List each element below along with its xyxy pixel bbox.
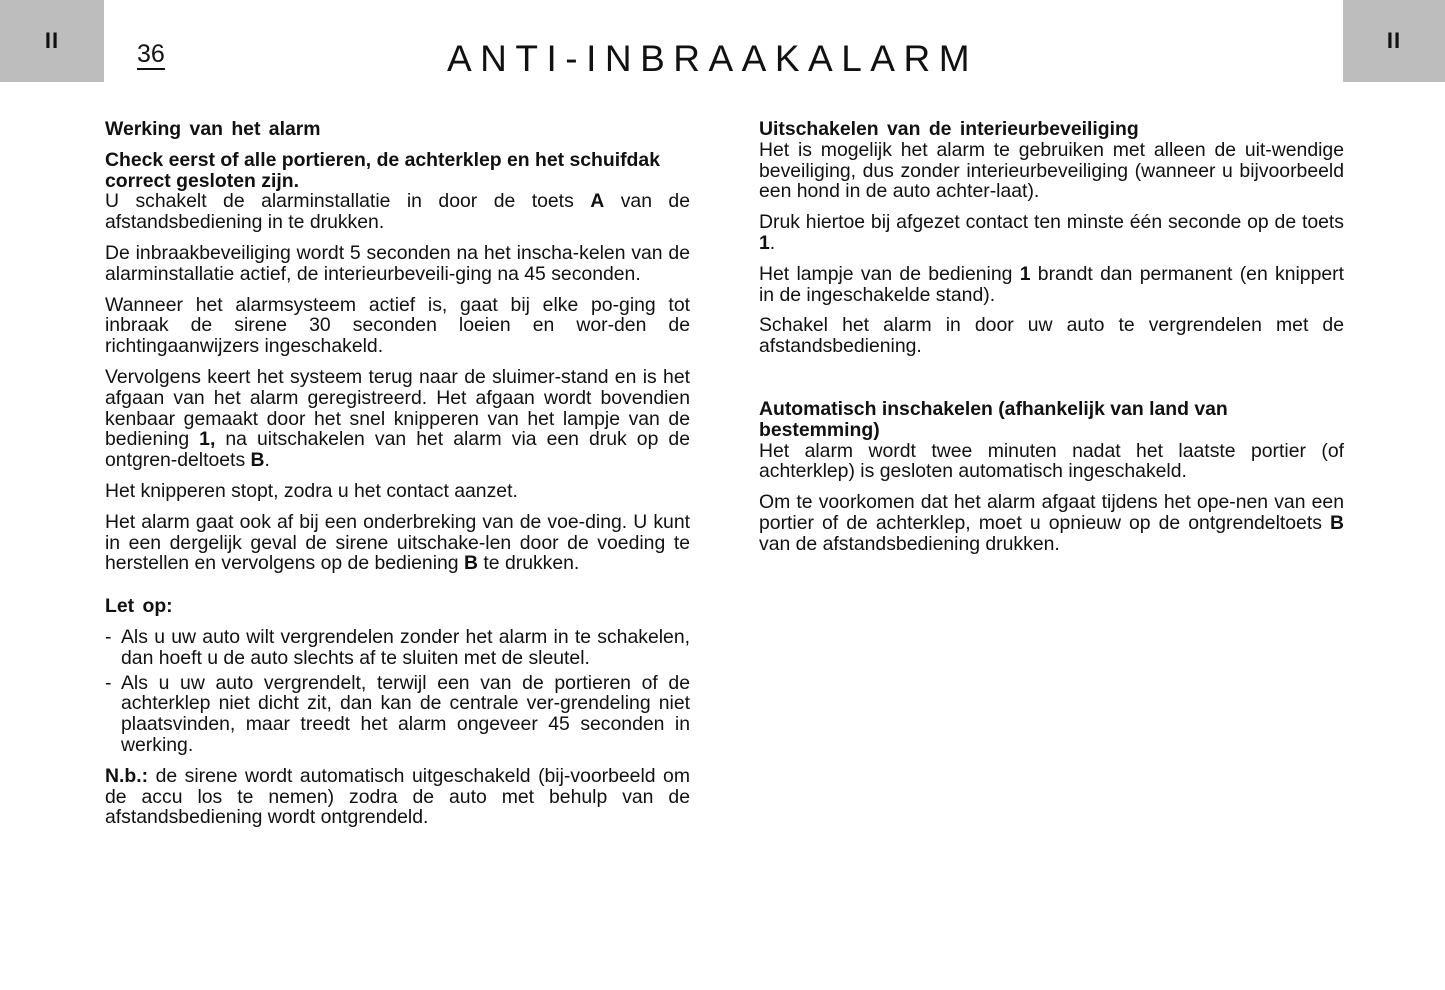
page-title: ANTI-INBRAAKALARM [447,38,979,79]
list-item: - Als u uw auto wilt vergrendelen zonder het alarm in te schakelen, dan hoeft u de auto slechts af te sluiten met de sleutel. [105,625,690,669]
note-heading: Let op: [105,595,173,618]
section-heading-automatic: Automatisch inschakelen (afhankelijk van land van bestemming) [759,397,1228,441]
paragraph-lamp: Het lampje van de bediening 1 brandt dan permanent (en knippert in de ingeschakelde stand). [759,262,1345,306]
check-instruction: Check eerst of alle portieren, de achterklep en het schuifdak correct gesloten zijn. [105,148,660,192]
note-list [105,627,690,756]
paragraph-blink-stop: Het knipperen stopt, zodra u het contact aanzet. [105,479,518,502]
paragraph-press-key: Druk hiertoe bij afgezet contact ten minste één seconde op de toets 1. [759,211,1344,254]
paragraph-delay: De inbraakbeveiliging wordt 5 seconden na het inscha-kelen van de alarminstallatie actief, de interieurbeveili-ging na 45 seconden. [105,241,690,285]
paragraph-auto-arm: Het alarm wordt twee minuten nadat het laatste portier (of achterklep) is gesloten automatisch ingeschakeld. [759,439,1344,483]
chapter-tab-right: II [1343,0,1445,82]
paragraph-power-cut: Het alarm gaat ook af bij een onderbreking van de voe-ding. U kunt in een dergelijk geval de sirene uitschake-len door de voeding te herstellen en vervolgens op de bediening B te drukken. [105,510,690,575]
section-heading-alarm: Werking van het alarm [105,118,321,140]
paragraph-nb: N.b.: de sirene wordt automatisch uitgeschakeld (bij-voorbeeld om de accu los te nemen) zodra de auto met behulp van de afstandsbediening wordt ontgrendeld. [105,764,690,829]
paragraph-activate: U schakelt de alarminstallatie in door de toets A van de afstandsbediening in te drukken. [105,190,691,234]
paragraph-lock: Schakel het alarm in door uw auto te vergrendelen met de afstandsbediening. [759,314,1344,358]
paragraph-standby: Vervolgens keert het systeem terug naar de sluimer-stand en is het afgaan van het alarm geregistreerd. Het afgaan wordt bovendien kenbaar gemaakt door het snel knipperen van het lampje van de bediening 1, na uitschakelen van het alarm via een druk op de ontgren-deltoets B. [105,365,690,472]
list-item: - Als u uw auto vergrendelt, terwijl een van de portieren of de achterklep niet dicht zit, dan kan de centrale ver-grendeling niet plaatsvinden, maar treedt het alarm ongeveer 45 seconden in werking. [105,671,690,756]
paragraph-prevent: Om te voorkomen dat het alarm afgaat tijdens het ope-nen van een portier of de achterklep, moet u opnieuw op de ontgrendeltoets B van de afstandsbediening drukken. [759,491,1344,555]
chapter-tab-left: II [0,0,104,82]
right-column [759,119,1344,565]
section-heading-interior: Uitschakelen van de interieurbeveiliging [759,118,1139,140]
left-column [105,119,690,838]
paragraph-exterior-only: Het is mogelijk het alarm te gebruiken met alleen de uit-wendige beveiliging, dus zonder interieurbeveiliging (wanneer u bijvoorbeeld een hond in de auto achter-laat). [759,138,1344,203]
page-number: 36 [137,40,165,68]
paragraph-siren: Wanneer het alarmsysteem actief is, gaat bij elke po-ging tot inbraak de sirene 30 seconden loeien en wor-den de richtingaanwijzers ingeschakeld. [105,293,690,358]
